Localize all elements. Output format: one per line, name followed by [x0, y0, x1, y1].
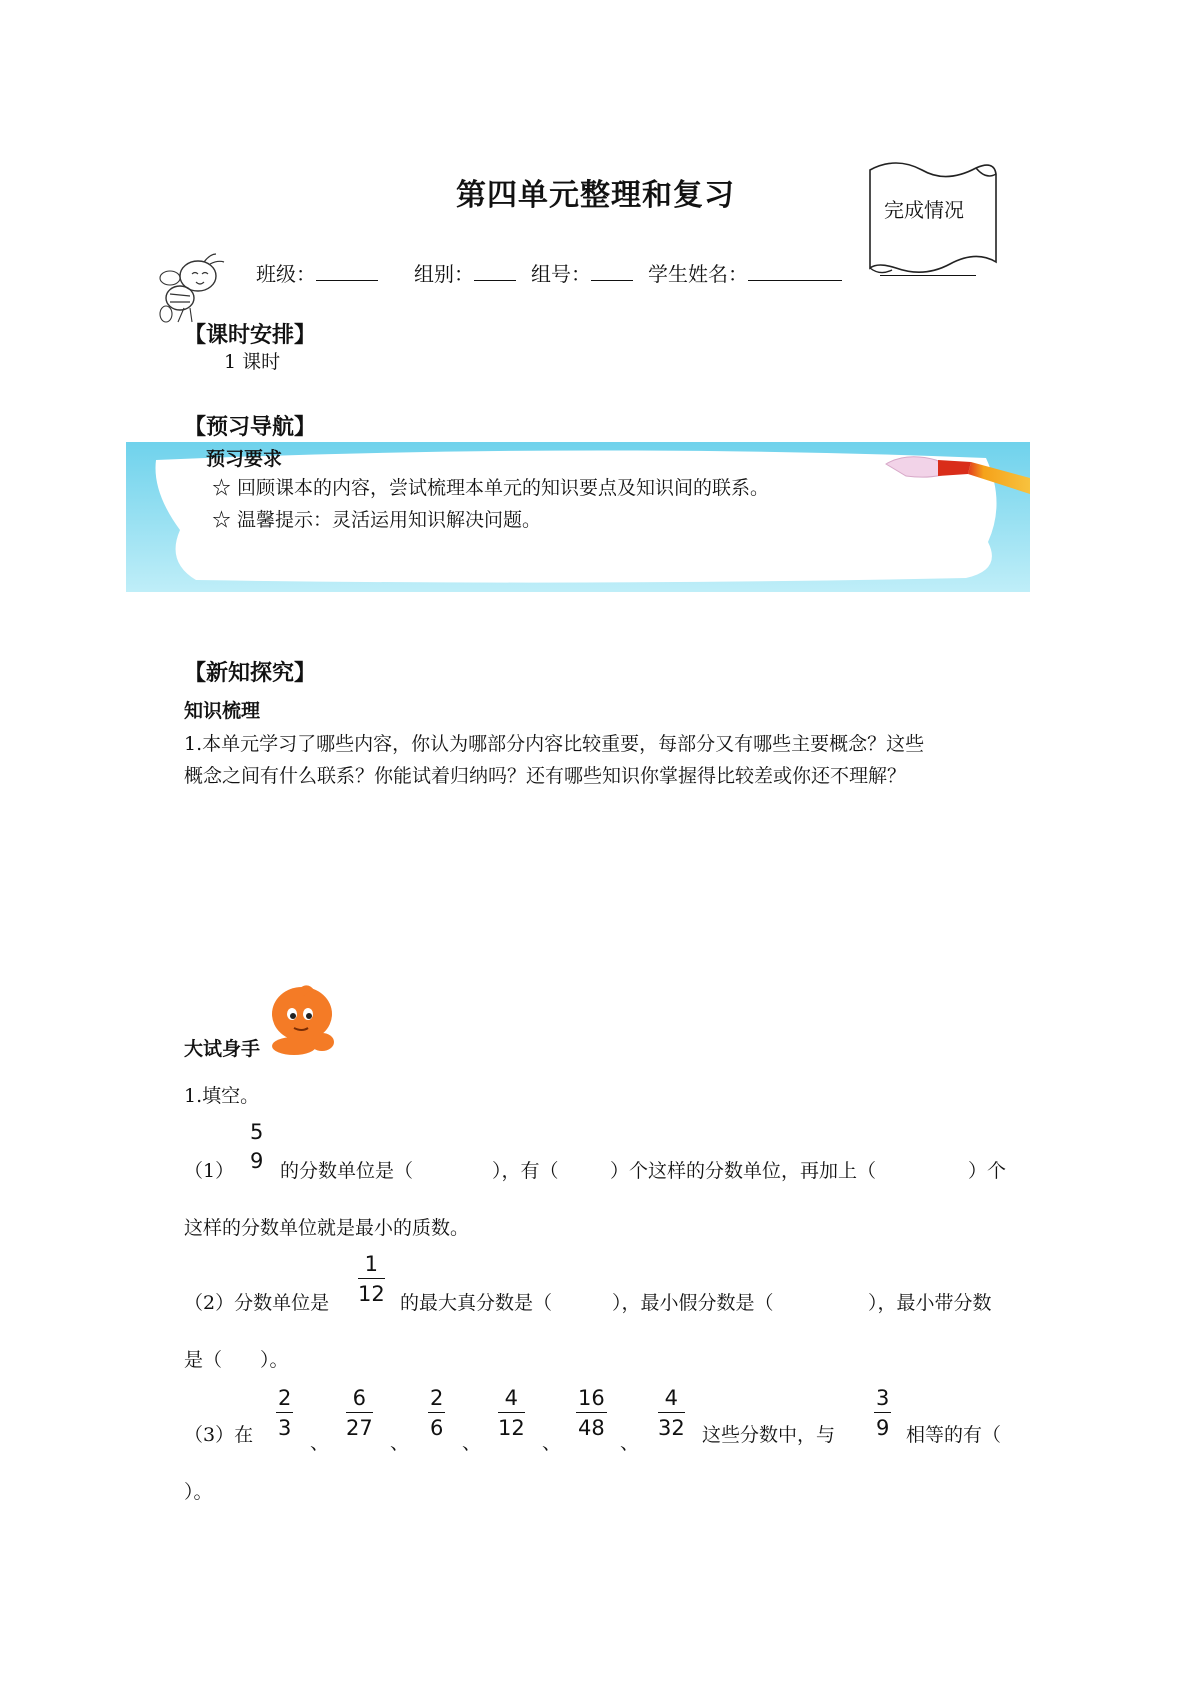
schedule-heading: 【课时安排】	[184, 323, 317, 348]
preview-item-2: ☆ 温馨提示：灵活运用知识解决问题。	[212, 509, 542, 531]
p2-text-3: ），最小带分数	[868, 1292, 992, 1314]
separator: 、	[310, 1432, 330, 1454]
fraction-denominator: 32	[658, 1416, 685, 1440]
fraction-3-9	[874, 1384, 891, 1443]
fraction-denominator: 48	[578, 1416, 605, 1440]
page-title: 第四单元整理和复习	[456, 178, 735, 213]
completion-label: 完成情况	[884, 198, 964, 222]
fraction-16-48	[576, 1384, 607, 1443]
p1-text-2: ），有（	[492, 1160, 559, 1182]
fraction-denominator: 27	[346, 1416, 373, 1440]
practice-heading: 大试身手	[184, 1038, 261, 1060]
p3-text-1: 这些分数中，与	[702, 1424, 836, 1446]
fraction-6-27	[346, 1384, 373, 1443]
p3-line-2: ）。	[184, 1481, 213, 1503]
number-label: 组号：	[531, 262, 591, 286]
fraction-numerator: 6	[346, 1384, 373, 1413]
fraction-5-9	[248, 1118, 265, 1176]
class-field	[256, 258, 378, 287]
fraction-denominator: 9	[250, 1149, 264, 1173]
p2-text-2: ），最小假分数是（	[612, 1292, 774, 1314]
fraction-denominator: 12	[358, 1282, 385, 1306]
explore-sub: 知识梳理	[184, 700, 261, 722]
fraction-denominator: 3	[278, 1416, 292, 1440]
preview-sub: 预习要求	[206, 448, 283, 470]
fraction-numerator: 2	[276, 1384, 293, 1413]
completion-blank[interactable]	[880, 275, 976, 276]
p1-line-2: 这样的分数单位就是最小的质数。	[184, 1217, 470, 1239]
fraction-4-12	[498, 1384, 525, 1443]
p1-text-4: ）个	[968, 1160, 1007, 1182]
class-label: 班级：	[256, 262, 316, 286]
explore-question-line-1: 1.本单元学习了哪些内容，你认为哪部分内容比较重要，每部分又有哪些主要概念？这些	[184, 733, 925, 755]
fraction-denominator: 6	[430, 1416, 444, 1440]
fraction-1-12	[358, 1250, 385, 1309]
explore-question-line-2: 概念之间有什么联系？你能试着归纳吗？还有哪些知识你掌握得比较差或你还不理解？	[184, 765, 907, 787]
separator: 、	[462, 1432, 482, 1454]
p3-text-2: 相等的有（	[906, 1424, 1002, 1446]
preview-heading: 【预习导航】	[184, 415, 317, 440]
fraction-numerator: 3	[874, 1384, 891, 1413]
fraction-4-32	[658, 1384, 685, 1443]
fraction-numerator: 5	[250, 1120, 264, 1144]
fraction-denominator: 9	[876, 1416, 890, 1440]
schedule-value: 1 课时	[224, 351, 281, 373]
separator: 、	[542, 1432, 562, 1454]
p2-line-2: 是（ ）。	[184, 1349, 289, 1371]
fraction-numerator: 1	[358, 1250, 385, 1279]
practice-question-title: 1.填空。	[184, 1085, 260, 1107]
name-label: 学生姓名：	[648, 262, 748, 286]
p1-text-3: ）个这样的分数单位，再加上（	[610, 1160, 877, 1182]
p3-text-0: （3）在	[184, 1424, 254, 1446]
fraction-numerator: 4	[658, 1384, 685, 1413]
fraction-numerator: 2	[428, 1384, 445, 1413]
fraction-2-6	[428, 1384, 445, 1443]
group-field	[414, 258, 516, 287]
class-blank[interactable]	[316, 260, 378, 281]
group-blank[interactable]	[474, 260, 516, 281]
name-field	[648, 258, 842, 287]
bee-icon	[158, 252, 230, 326]
number-blank[interactable]	[591, 260, 633, 281]
separator: 、	[620, 1432, 640, 1454]
explore-heading: 【新知探究】	[184, 661, 317, 686]
group-label: 组别：	[414, 262, 474, 286]
name-blank[interactable]	[748, 260, 842, 281]
fraction-numerator: 16	[576, 1384, 607, 1413]
number-field	[531, 258, 633, 287]
p2-text-0: （2）分数单位是	[184, 1292, 330, 1314]
p1-text-1: 的分数单位是（	[280, 1160, 414, 1182]
fraction-2-3	[276, 1384, 293, 1443]
p1-label: （1）	[184, 1160, 235, 1182]
fraction-numerator: 4	[498, 1384, 525, 1413]
preview-item-1: ☆ 回顾课本的内容，尝试梳理本单元的知识要点及知识间的联系。	[212, 477, 770, 499]
mascot-icon	[264, 984, 340, 1056]
fraction-denominator: 12	[498, 1416, 525, 1440]
p2-text-1: 的最大真分数是（	[400, 1292, 553, 1314]
separator: 、	[390, 1432, 410, 1454]
